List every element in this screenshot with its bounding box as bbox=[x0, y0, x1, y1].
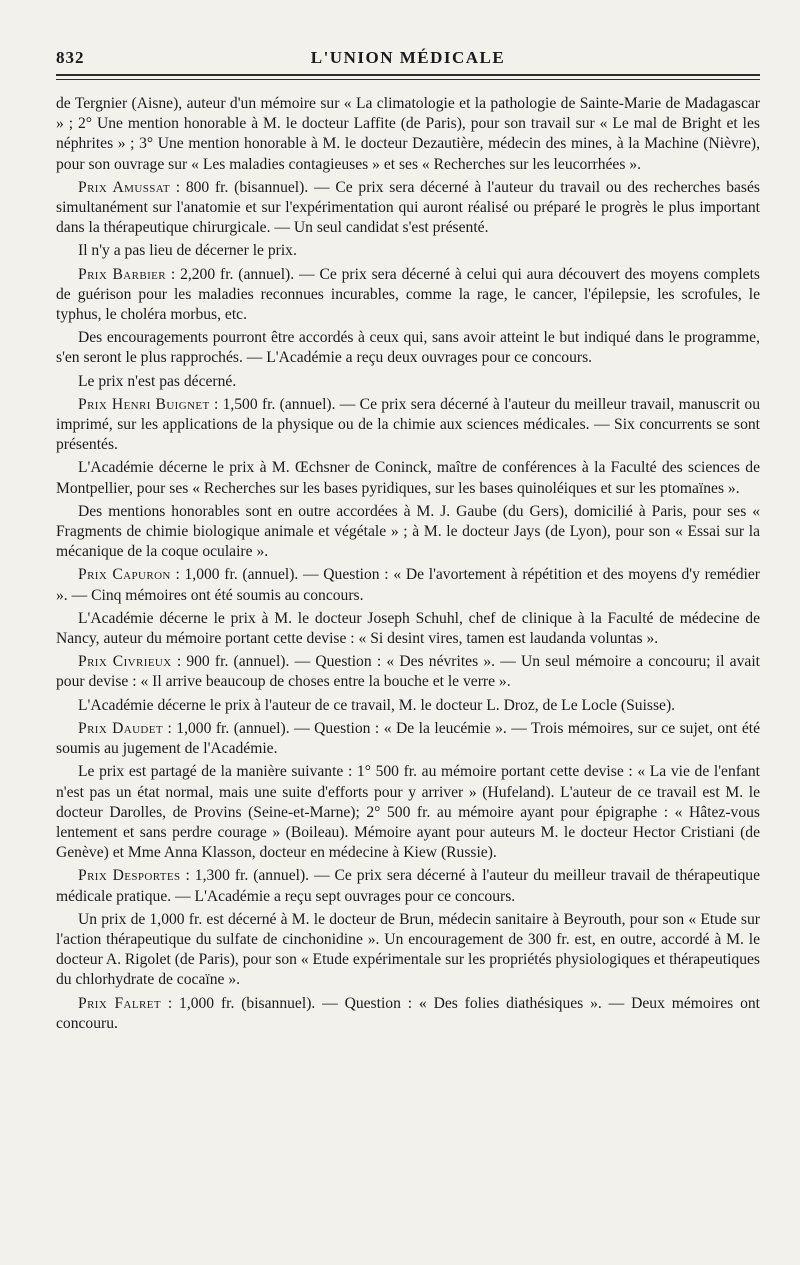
article-body bbox=[56, 94, 760, 1034]
prize-name: Prix Desportes bbox=[78, 867, 181, 885]
paragraph: Prix Daudet : 1,000 fr. (annuel). — Question : « De la leucémie ». — Trois mémoires, sur ce sujet, ont été soumis au jugement de l'Académie. bbox=[56, 719, 760, 758]
page-number: 832 bbox=[56, 48, 85, 67]
paragraph: L'Académie décerne le prix à M. le docteur Joseph Schuhl, chef de clinique à la Faculté de médecine de Nancy, auteur du mémoire portant cette devise : « Si desint vires, tamen est laudanda voluntas ». bbox=[56, 609, 760, 648]
running-title: L'UNION MÉDICALE bbox=[310, 48, 506, 67]
prize-name: Prix Capuron bbox=[78, 566, 171, 584]
paragraph: Prix Desportes : 1,300 fr. (annuel). — Ce prix sera décerné à l'auteur du meilleur travail de thérapeutique médicale pratique. — L'Académie a reçu sept ouvrages pour ce concours. bbox=[56, 867, 760, 905]
paragraph: Il n'y a pas lieu de décerner le prix. bbox=[78, 242, 297, 260]
paragraph: Prix Amussat : 800 fr. (bisannuel). — Ce prix sera décerné à l'auteur du travail ou des recherches basés simultanément sur l'anatomie et sur l'expérimentation qui auront réalisé ou préparé le progrès le plus important dans la thérapeutique chirurgicale. — Un seul candidat s'est présenté. bbox=[56, 178, 760, 237]
prize-name: Prix Henri Buignet bbox=[78, 395, 210, 413]
paragraph: Prix Falret : 1,000 fr. (bisannuel). — Question : « Des folies diathésiques ». — Deux mémoires ont concouru. bbox=[56, 994, 760, 1032]
paragraph: de Tergnier (Aisne), auteur d'un mémoire sur « La climatologie et la pathologie de Sainte-Marie de Madagascar » ; 2° Une mention honorable à M. le docteur Laffite (de Paris), pour son travail sur « Le mal de Bright et les néphrites » ; 3° Une mention honorable à M. le docteur Dezautière, médecin des mines, à la Machine (Nièvre), pour son ouvrage sur « Les maladies contagieuses » et ses « Recherches sur les leucorrhées ». bbox=[56, 95, 760, 173]
paragraph: Des encouragements pourront être accordés à ceux qui, sans avoir atteint le but indiqué dans le programme, s'en seront le plus rapprochés. — L'Académie a reçu deux ouvrages pour ce concours. bbox=[56, 329, 760, 367]
header-rule bbox=[56, 79, 760, 80]
prize-name: Prix Amussat bbox=[78, 178, 170, 196]
paragraph: Le prix n'est pas décerné. bbox=[78, 372, 237, 390]
paragraph: Le prix est partagé de la manière suivante : 1° 500 fr. au mémoire portant cette devise : « La vie de l'enfant n'est pas un état normal, mais une suite d'efforts pour y arriver » (Hufeland). L'auteur de ce travail est M. le docteur Darolles, de Provins (Seine-et-Marne); 2° 500 fr. au mémoire ayant pour épigraphe : « Hâtez-vous lentement et sans perdre courage » (Boileau). Mémoire ayant pour auteurs M. le docteur Hector Cristiani (de Genève) et Mme Anna Klasson, docteur en médecine à Kiew (Russie). bbox=[56, 763, 760, 862]
paragraph: Prix Henri Buignet : 1,500 fr. (annuel). — Ce prix sera décerné à l'auteur du meilleur travail, manuscrit ou imprimé, sur les applications de la physique ou de la chimie aux sciences médicales. — Six concurrents se sont présentés. bbox=[56, 395, 760, 454]
page-header bbox=[56, 44, 760, 76]
prize-name: Prix Falret bbox=[78, 994, 161, 1012]
paragraph: Prix Civrieux : 900 fr. (annuel). — Question : « Des névrites ». — Un seul mémoire a concouru; il avait pour devise : « Il arrive beaucoup de choses entre la bouche et le verre ». bbox=[56, 653, 760, 691]
prize-name: Prix Daudet bbox=[78, 719, 164, 737]
paragraph: Prix Barbier : 2,200 fr. (annuel). — Ce prix sera décerné à celui qui aura découvert des moyens complets de guérison pour les maladies reconnues incurables, comme la rage, le cancer, l'épilepsie, les scrofules, le typhus, le choléra morbus, etc. bbox=[56, 265, 760, 324]
paragraph: Prix Capuron : 1,000 fr. (annuel). — Question : « De l'avortement à répétition et des moyens d'y remédier ». — Cinq mémoires ont été soumis au concours. bbox=[56, 566, 761, 604]
paragraph: Des mentions honorables sont en outre accordées à M. J. Gaube (du Gers), domicilié à Paris, pour ses « Fragments de chimie biologique animale et végétale » ; à M. le docteur Jays (de Lyon), pour son « Essai sur la mécanique de la coque oculaire ». bbox=[56, 502, 760, 561]
paragraph: L'Académie décerne le prix à l'auteur de ce travail, M. le docteur L. Droz, de Le Locle (Suisse). bbox=[78, 696, 676, 714]
prize-name: Prix Civrieux bbox=[78, 653, 172, 671]
paragraph: L'Académie décerne le prix à M. Œchsner de Coninck, maître de conférences à la Faculté des sciences de Montpellier, pour ses « Recherches sur les bases pyridiques, sur les bases quinoléiques et sur les ptomaïnes ». bbox=[56, 459, 760, 497]
prize-name: Prix Barbier bbox=[78, 265, 167, 283]
paragraph: Un prix de 1,000 fr. est décerné à M. le docteur de Brun, médecin sanitaire à Beyrouth, pour son « Etude sur l'action thérapeutique du sulfate de cinchonidine ». Un encouragement de 300 fr. est, en outre, accordé à M. le docteur A. Rigolet (de Paris), pour son « Etude expérimentale sur les propriétés physiologiques et thérapeutiques du chlorhydrate de cocaïne ». bbox=[56, 910, 760, 989]
